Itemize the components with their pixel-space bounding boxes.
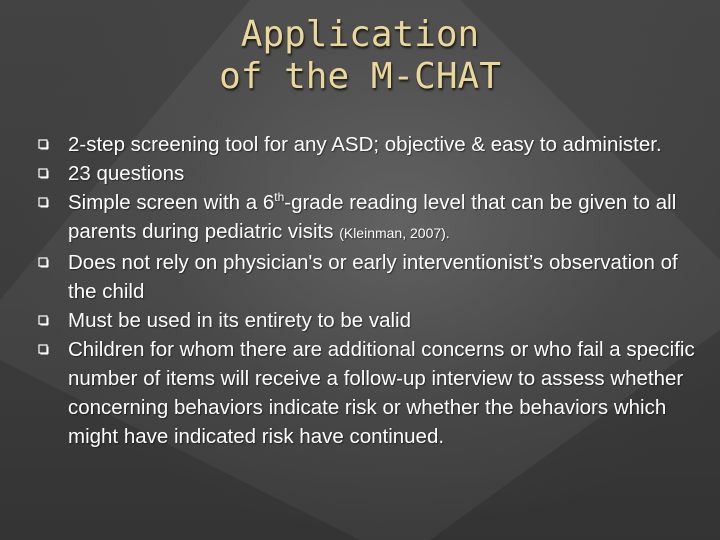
title-line-2: of the M-CHAT — [219, 56, 501, 97]
list-item — [38, 130, 698, 159]
square-bullet-icon — [38, 139, 49, 150]
square-bullet-icon — [38, 315, 49, 326]
square-bullet-icon — [38, 197, 49, 208]
citation: (Kleinman, 2007). — [339, 225, 450, 241]
bullet-text-pre: Simple screen with a 6 — [68, 191, 275, 214]
list-item — [38, 159, 698, 188]
list-item — [38, 188, 698, 248]
list-item — [38, 306, 698, 335]
title-line-1: Application — [240, 14, 480, 55]
square-bullet-icon — [38, 344, 49, 355]
page-title — [0, 14, 720, 98]
bullet-list — [38, 130, 698, 451]
bullet-text: 23 questions — [68, 162, 185, 185]
list-item — [38, 335, 698, 451]
bullet-text: Does not rely on physician's or early interventionist’s observation of the child — [68, 251, 678, 303]
bullet-text: Must be used in its entirety to be valid — [68, 309, 411, 332]
bullet-text: 2-step screening tool for any ASD; objective & easy to administer. — [68, 133, 662, 156]
list-item — [38, 248, 698, 306]
bullet-text-post: -grade reading level that can be given to all parents during pediatric visits — [68, 191, 677, 243]
square-bullet-icon — [38, 168, 49, 179]
ordinal-superscript: th — [274, 190, 285, 204]
bullet-text: Children for whom there are additional concerns or who fail a specific number of items will receive a follow-up interview to assess whether concerning behaviors indicate risk or whether the behaviors which might have indicated risk have continued. — [68, 338, 695, 448]
square-bullet-icon — [38, 257, 49, 268]
